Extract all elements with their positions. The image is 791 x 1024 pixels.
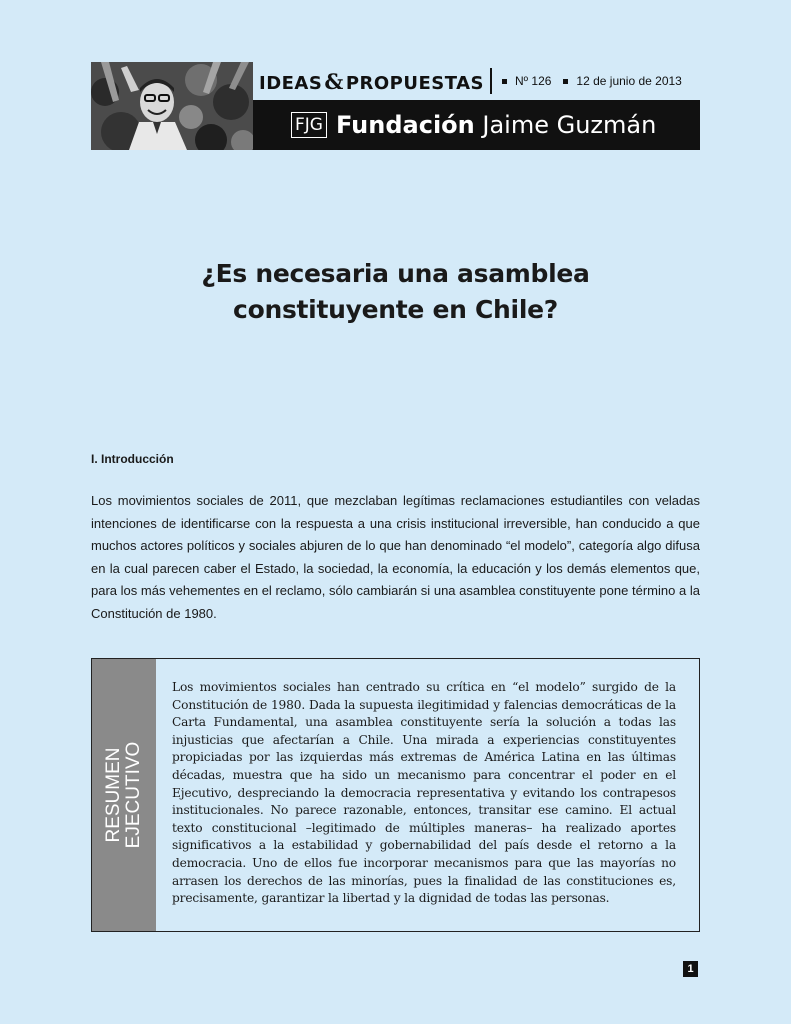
bullet-square-icon	[502, 79, 507, 84]
executive-summary-text: Los movimientos sociales han centrado su crítica en “el modelo” surgido de la Constitución de 1980. Dada la supuesta ilegitimidad y falencias democráticas de la Carta Fundamental, una asamblea constituyente sería la solución a todas las injusticias que afectarían a Chile. Una mirada a experiencias constituyentes propiciadas por las izquierdas más extremas de América Latina en las últimas décadas, muestra que ha sido un mecanismo para concentrar el poder en el Ejecutivo, despreciando la democracia representativa y evitando los contrapesos institucionales. No parece razonable, entonces, transitar ese camino. El actual texto constitucional –legitimado de múltiples maneras– ha realizado aportes significativos a la estabilidad y gobernabilidad del país desde el retorno a la democracia. Uno de ellos fue incorporar mecanismos para que las mayorías no arrasen los derechos de las minorías, pues la finalidad de las constituciones es, precisamente, garantizar la libertad y la dignidad de todas las personas.	[172, 680, 676, 906]
title-line-2: constituyente en Chile?	[233, 295, 558, 324]
series-name-part1: IDEAS	[259, 72, 323, 94]
publication-date: 12 de junio de 2013	[576, 74, 682, 88]
series-name-ampersand: &	[324, 68, 344, 94]
foundation-name	[336, 111, 656, 139]
issue-number: Nº 126	[515, 74, 552, 88]
summary-label-line-1: RESUMEN	[103, 747, 124, 843]
summary-label-line-2: EJECUTIVO	[123, 741, 144, 849]
foundation-name-light: Jaime Guzmán	[482, 111, 657, 139]
executive-summary-label	[104, 742, 144, 849]
section-heading-introduccion: I. Introducción	[91, 452, 174, 466]
fjg-logo: FJG	[291, 112, 327, 138]
series-name	[259, 69, 484, 94]
title-line-1: ¿Es necesaria una asamblea	[201, 259, 590, 288]
executive-summary-box	[91, 658, 700, 932]
foundation-name-bold: Fundación	[335, 111, 475, 139]
bullet-square-icon	[563, 79, 568, 84]
publication-header	[91, 62, 700, 150]
page-number: 1	[683, 961, 698, 977]
series-name-part2: PROPUESTAS	[345, 72, 485, 94]
intro-paragraph: Los movimientos sociales de 2011, que mezclaban legítimas reclamaciones estudiantiles con veladas intenciones de identificarse con la respuesta a una crisis institucional irreversible, han conducido a que muchos actores políticos y sociales abjuren de lo que han denominado “el modelo”, categoría algo difusa en la cual parecen caber el Estado, la sociedad, la economía, la educación y los demás elementos que, para los más vehementes en el reclamo, sólo cambiarán si una asamblea constituyente pone término a la Constitución de 1980.	[91, 493, 700, 621]
series-row	[253, 62, 700, 100]
document-title	[100, 256, 691, 328]
brand-bar	[253, 100, 700, 150]
executive-summary-sidebar	[92, 659, 156, 931]
series-divider	[490, 68, 492, 94]
header-photo	[91, 62, 253, 150]
